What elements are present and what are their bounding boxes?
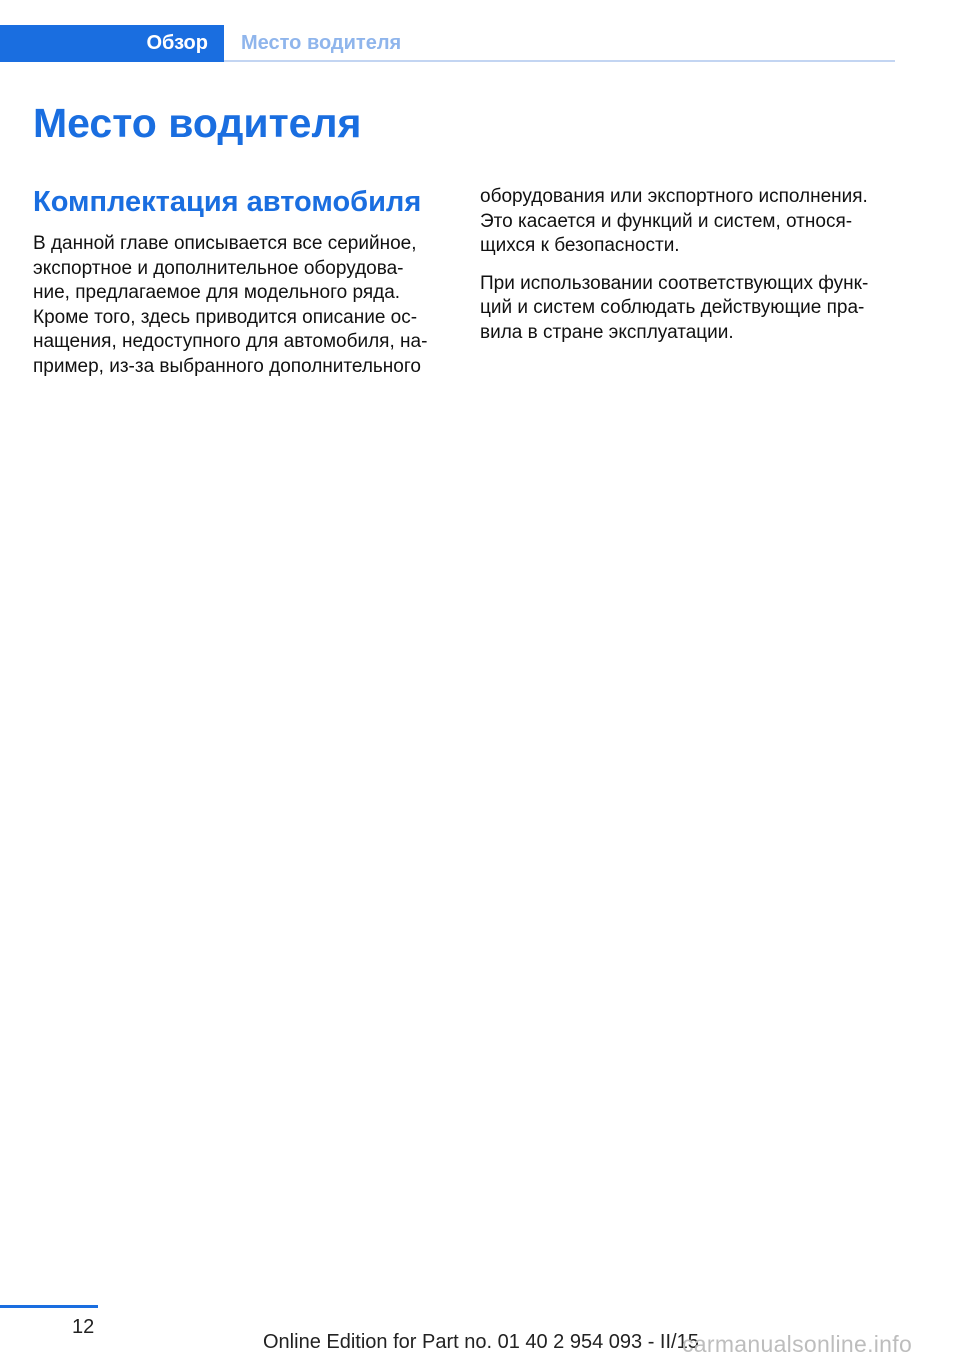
text-line: При использовании соответствующих функ‐	[480, 272, 869, 294]
text-line: ций и систем соблюдать действующие пра‐	[480, 297, 865, 318]
section-title: Комплектация автомобиля	[33, 186, 422, 218]
header-underline	[224, 60, 895, 62]
text-line: оборудования или экспортного исполнения.	[480, 186, 868, 207]
paragraph-1	[480, 185, 890, 259]
text-line: экспортное и дополнительное оборудова‐	[33, 257, 404, 279]
watermark: carmanualsonline.info	[682, 1331, 913, 1357]
edition-note: Online Edition for Part no. 01 40 2 954 093 - II/15	[263, 1331, 699, 1353]
text-line: нащения, недоступного для автомобиля, на‐	[33, 331, 428, 352]
left-column-text	[33, 232, 443, 379]
text-line: ние, предлагаемое для модельного ряда.	[33, 282, 401, 303]
footer-rule	[0, 1305, 98, 1308]
text-line: В данной главе описывается все серийное,	[33, 233, 417, 254]
text-line: пример, из-за выбранного дополнительного	[33, 355, 421, 377]
text-line: вила в стране эксплуатации.	[480, 321, 734, 343]
text-line: щихся к безопасности.	[480, 235, 680, 256]
tab-overview[interactable]: Обзор	[0, 25, 224, 62]
right-column-text	[480, 185, 890, 345]
text-line: Кроме того, здесь приводится описание ос‐	[33, 306, 418, 328]
tab-drivers-seat[interactable]: Место водителя	[241, 32, 402, 54]
page-number: 12	[72, 1316, 95, 1338]
paragraph-2	[480, 272, 890, 346]
page-title: Место водителя	[33, 100, 362, 146]
text-line: Это касается и функций и систем, относя‐	[480, 210, 853, 232]
